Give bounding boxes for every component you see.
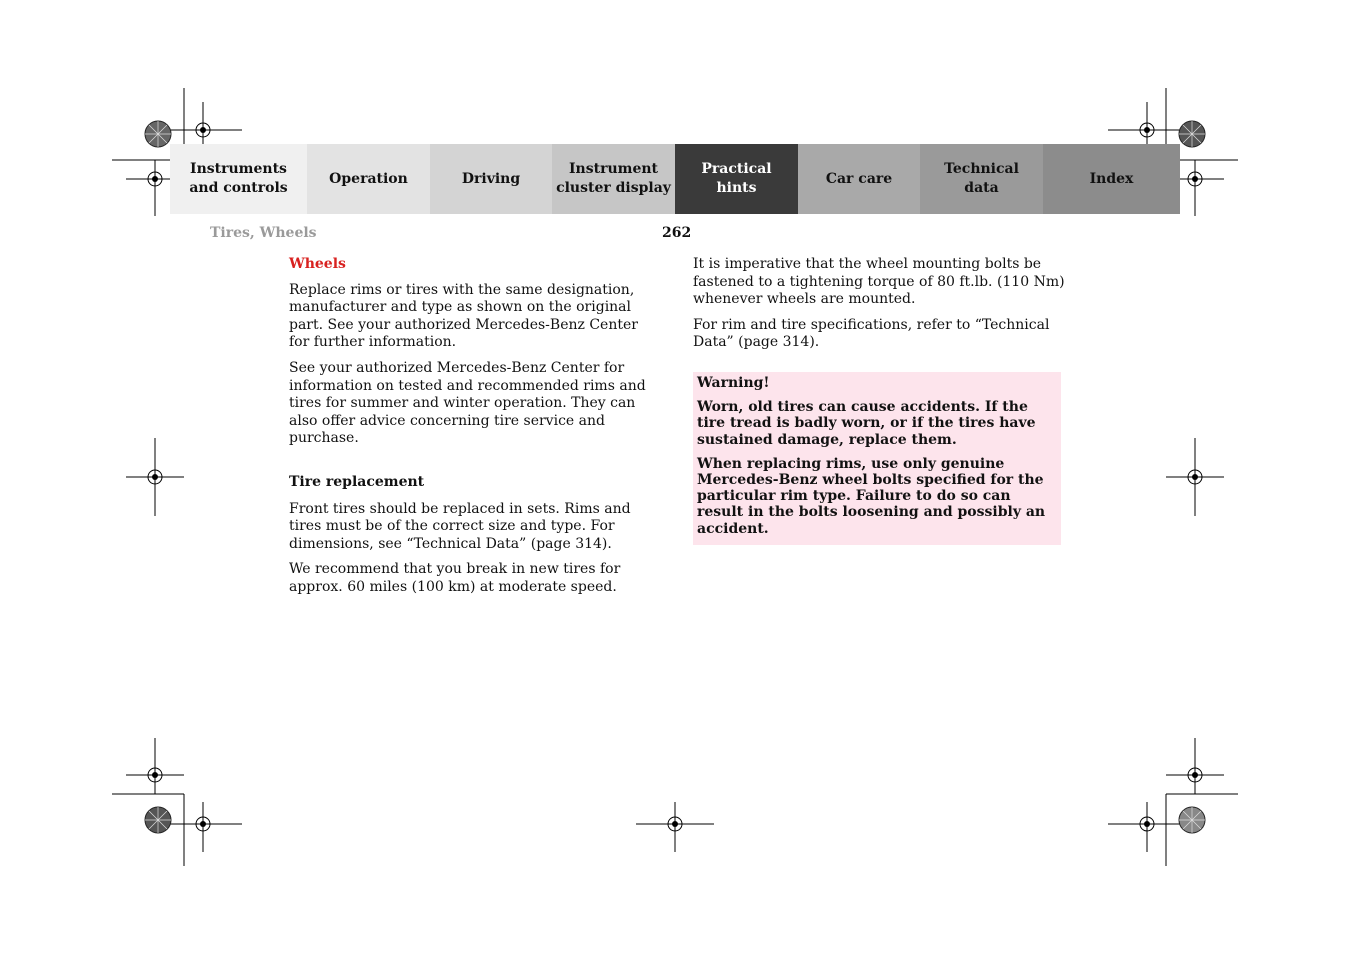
tab-label: Index <box>1089 170 1134 187</box>
heading-wheels: Wheels <box>289 256 346 272</box>
warning-text: When replacing rims, use only genuine Mercedes-Benz wheel bolts specified for the particular rim type. Failure to do so can result in the bolts loosening and possibly an accident. <box>697 455 1046 537</box>
tab-label: Driving <box>461 170 521 187</box>
paragraph: We recommend that you break in new tires for approx. 60 miles (100 km) at moderate speed. <box>289 561 621 595</box>
paragraph: It is imperative that the wheel mounting bolts be fastened to a tightening torque of 80 ft.lb. (110 Nm) whenever wheels are mounted. <box>693 256 1065 308</box>
tab-index[interactable] <box>1043 144 1180 214</box>
tab-label: Car care <box>825 170 893 187</box>
warning-text: Worn, old tires can cause accidents. If the tire tread is badly worn, or if the tires have sustained damage, replace them. <box>697 399 1036 448</box>
paragraph: See your authorized Mercedes-Benz Center for information on tested and recommended rims and tires for summer and winter operation. They can also offer advice concerning tire service and purchase. <box>289 359 646 447</box>
warning-box <box>693 372 1061 545</box>
tab-instruments-and-controls[interactable] <box>170 144 307 214</box>
subheading-tire-replacement: Tire replacement <box>289 473 425 490</box>
tab-technical-data[interactable] <box>920 144 1043 214</box>
section-title: Tires, Wheels <box>210 225 317 241</box>
tab-label: Instrument cluster display <box>556 161 671 196</box>
page-number: 262 <box>662 225 692 241</box>
paragraph: For rim and tire specifications, refer to “Technical Data” (page 314). <box>693 316 1050 351</box>
tab-label: Instruments and controls <box>189 161 288 196</box>
section-nav-bar <box>170 144 1180 214</box>
tab-label: Practical hints <box>701 161 772 196</box>
tab-operation[interactable] <box>307 144 430 214</box>
paragraph: Front tires should be replaced in sets. Rims and tires must be of the correct size and type. For dimensions, see “Technical Data” (page 314). <box>289 500 631 552</box>
left-column <box>289 256 659 605</box>
paragraph: Replace rims or tires with the same designation, manufacturer and type as shown on the original part. See your authorized Mercedes-Benz Center for further information. <box>289 281 638 351</box>
tab-instrument-cluster-display[interactable] <box>552 144 675 214</box>
tab-label: Operation <box>329 170 408 187</box>
tab-car-care[interactable] <box>798 144 920 214</box>
tab-label: Technical data <box>944 161 1019 196</box>
warning-title: Warning! <box>697 374 770 391</box>
right-column <box>693 256 1065 545</box>
tab-driving[interactable] <box>430 144 552 214</box>
tab-practical-hints[interactable] <box>675 144 798 214</box>
